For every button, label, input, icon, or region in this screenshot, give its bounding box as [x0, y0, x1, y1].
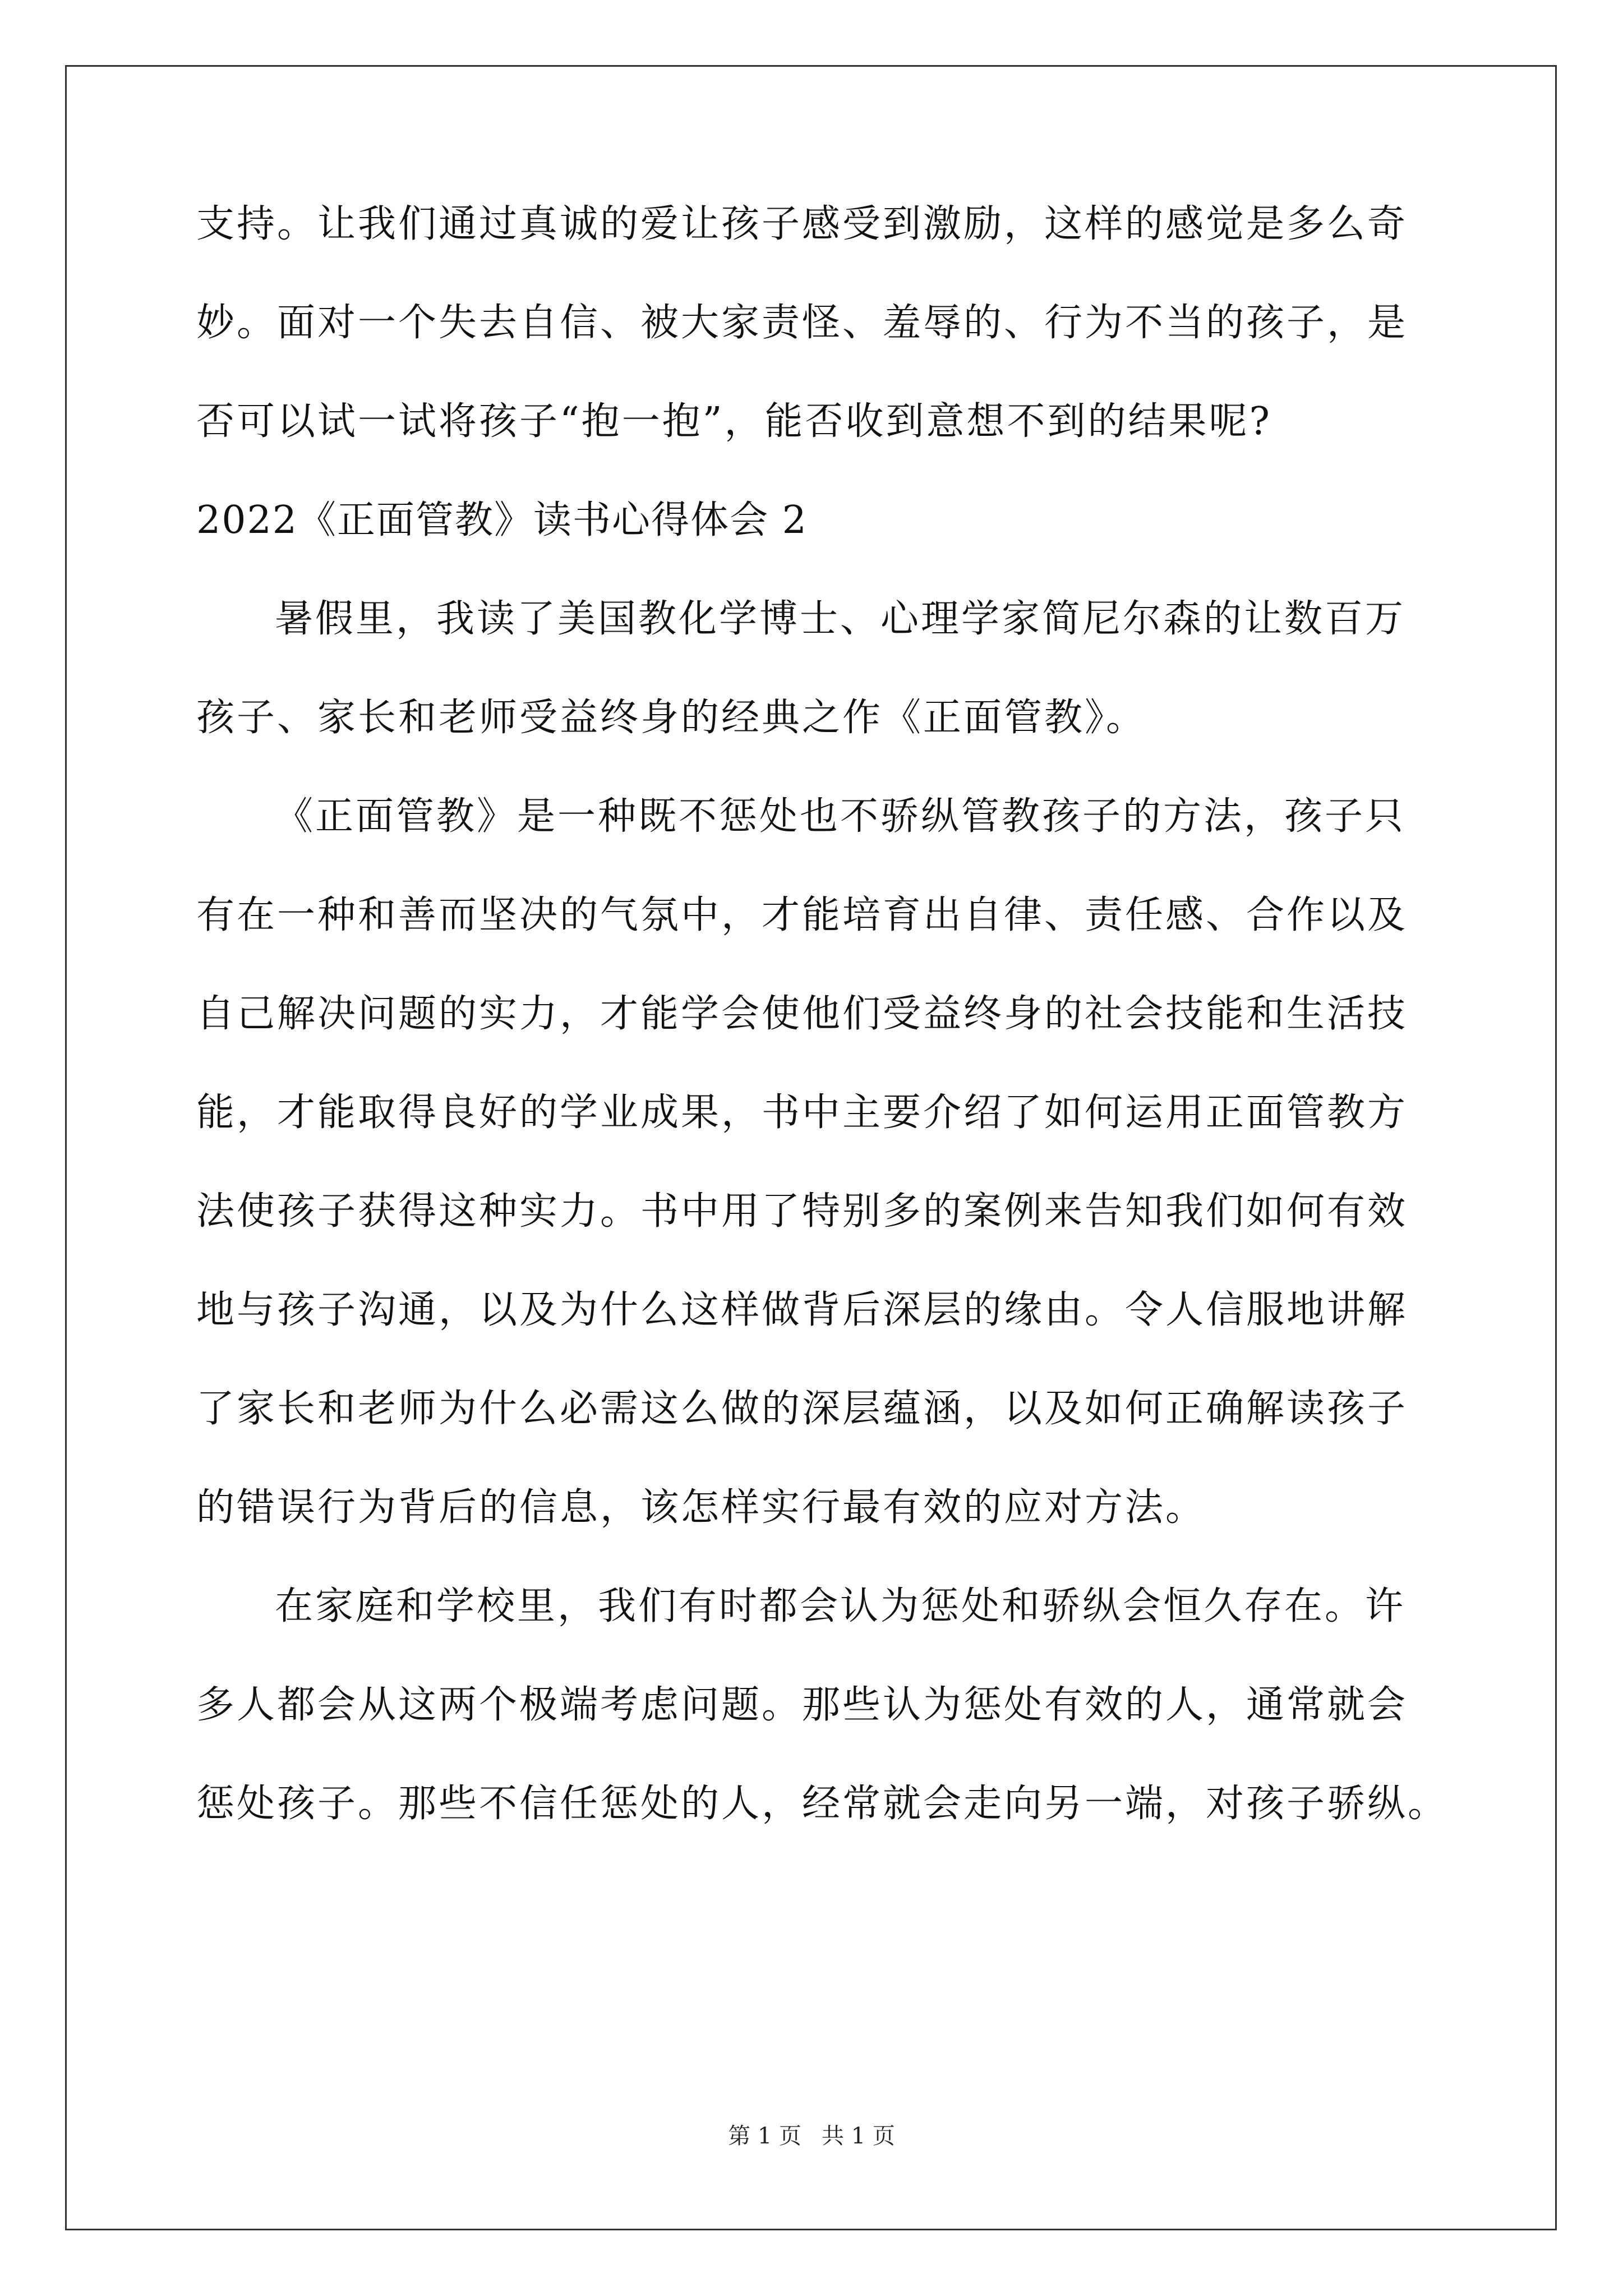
paragraph-line: 了家长和老师为什么必需这么做的深层蕴涵，以及如何正确解读孩子 — [196, 1387, 1408, 1431]
paragraph-line: 有在一种和善而坚决的气氛中，才能培育出自律、责任感、合作以及 — [196, 893, 1408, 937]
page-total: 共 1 页 — [822, 2123, 895, 2149]
paragraph-line: 地与孩子沟通，以及为什么这样做背后深层的缘由。令人信服地讲解 — [196, 1288, 1408, 1332]
paragraph-line: 惩处孩子。那些不信任惩处的人，经常就会走向另一端，对孩子骄纵。 — [196, 1782, 1449, 1826]
paragraph-line: 的错误行为背后的信息，该怎样实行最有效的应对方法。 — [196, 1485, 1206, 1530]
text-line: 否可以试一试将孩子“抱一抱”，能否收到意想不到的结果呢? — [196, 399, 1272, 444]
paragraph-line: 自己解决问题的实力，才能学会使他们受益终身的社会技能和生活技 — [196, 992, 1408, 1036]
paragraph-line: 暑假里，我读了美国教化学博士、心理学家简尼尔森的让数百万 — [275, 597, 1406, 641]
paragraph-line: 多人都会从这两个极端考虑问题。那些认为惩处有效的人，通常就会 — [196, 1683, 1408, 1727]
paragraph-line: 孩子、家长和老师受益终身的经典之作《正面管教》。 — [196, 696, 1147, 740]
text-line: 妙。面对一个失去自信、被大家责怪、羞辱的、行为不当的孩子，是 — [196, 301, 1408, 345]
paragraph-line: 《正面管教》是一种既不惩处也不骄纵管教孩子的方法，孩子只 — [275, 794, 1406, 839]
paragraph-line: 在家庭和学校里，我们有时都会认为惩处和骄纵会恒久存在。许 — [275, 1584, 1406, 1628]
paragraph-line: 法使孩子获得这种实力。书中用了特别多的案例来告知我们如何有效 — [196, 1189, 1408, 1234]
section-heading: 2022《正面管教》读书心得体会 2 — [196, 498, 808, 542]
page-number: 第 1 页 — [728, 2123, 801, 2149]
text-line: 支持。让我们通过真诚的爱让孩子感受到激励，这样的感觉是多么奇 — [196, 202, 1408, 246]
page-footer — [0, 2123, 1623, 2150]
document-body — [196, 202, 1449, 1880]
paragraph-line: 能，才能取得良好的学业成果，书中主要介绍了如何运用正面管教方 — [196, 1091, 1408, 1135]
